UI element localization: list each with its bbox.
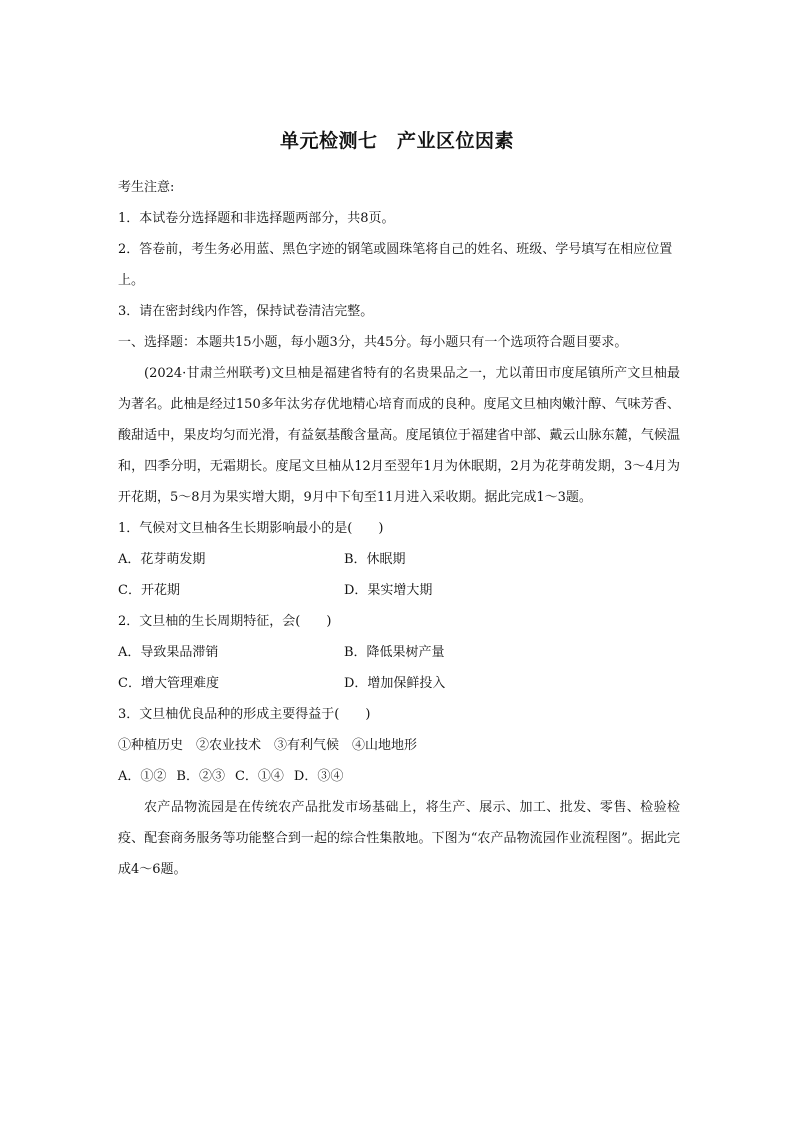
page-title: 单元检测七 产业区位因素 [279, 130, 514, 152]
passage-1: (2024·甘肃兰州联考)文旦柚是福建省特有的名贵果品之一，尤以莆田市度尾镇所产文旦柚最为著名。此柚是经过150多年汰劣存优地精心培育而成的良种。度尾文旦柚肉嫩汁醇、气味芳香、酸甜适中，果皮均匀而光滑，有益氨基酸含量高。度尾镇位于福建省中部、戴云山脉东麓，气候温和，四季分明，无霜期长。度尾文旦柚从12月至翌年1月为休眠期，2月为花芽萌发期，3～4月为开花期，5～8月为果实增大期，9月中下旬至11月进入采收期。据此完成1～3题。 [118, 366, 680, 505]
question-3-items: ①种植历史 ②农业技术 ③有利气候 ④山地地形 [118, 738, 418, 753]
notice-item-3: 3．请在密封线内作答，保持试卷清洁完整。 [118, 304, 374, 319]
question-2-options-row-2 [118, 668, 680, 699]
question-2-stem: 2．文旦柚的生长周期特征，会( ) [118, 614, 332, 629]
notice-item-2: 2．答卷前，考生务必用蓝、黑色字迹的钢笔或圆珠笔将自己的姓名、班级、学号填写在相应位置上。 [118, 242, 673, 288]
question-1-option-c: C．开花期 [118, 583, 180, 598]
notice-heading: 考生注意: [118, 180, 175, 195]
section-heading: 一、选择题：本题共15小题，每小题3分，共45分。每小题只有一个选项符合题目要求。 [118, 335, 628, 350]
question-1-stem: 1．气候对文旦柚各生长期影响最小的是( ) [118, 521, 384, 536]
question-3-option-c: C．①④ [234, 769, 284, 784]
question-2-option-d: D．增加保鲜投入 [344, 676, 446, 691]
question-1-options-row-2 [118, 575, 680, 606]
question-3-option-a: A．①② [118, 769, 167, 784]
question-2-option-a: A．导致果品滞销 [118, 645, 219, 660]
passage-2: 农产品物流园是在传统农产品批发市场基础上，将生产、展示、加工、批发、零售、检验检疫、配套商务服务等功能整合到一起的综合性集散地。下图为“农产品物流园作业流程图”。据此完成4～6题。 [118, 800, 680, 877]
question-3-option-b: B．②③ [176, 769, 225, 784]
question-1-option-d: D．果实增大期 [344, 583, 433, 598]
question-1-options-row-1 [118, 544, 680, 575]
exam-content [118, 172, 680, 885]
question-3-option-d: D．③④ [293, 769, 344, 784]
question-3-stem: 3．文旦柚优良品种的形成主要得益于( ) [118, 707, 371, 722]
question-3-options [118, 761, 680, 792]
question-1-option-b: B．休眠期 [344, 552, 406, 567]
question-1-option-a: A．花芽萌发期 [118, 552, 206, 567]
question-2-option-c: C．增大管理难度 [118, 676, 219, 691]
question-2-option-b: B．降低果树产量 [344, 645, 445, 660]
notice-item-1: 1．本试卷分选择题和非选择题两部分，共8页。 [118, 211, 395, 226]
question-2-options-row-1 [118, 637, 680, 668]
